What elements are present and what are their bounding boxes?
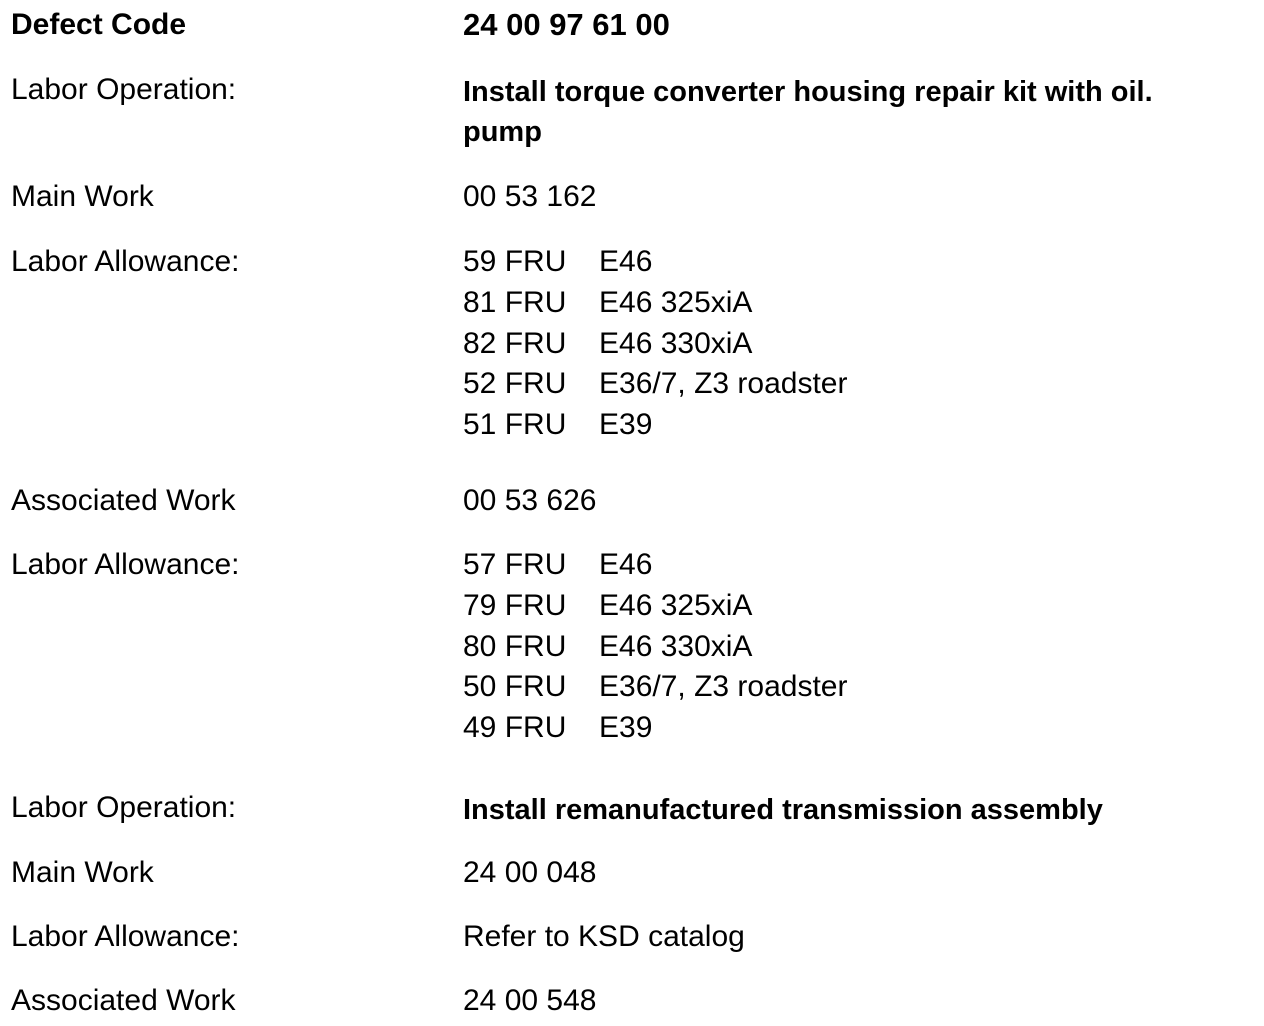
- labor-allowance-list-1: [463, 242, 1253, 446]
- labor-allowance-label-3: Labor Allowance:: [11, 920, 240, 953]
- labor-allowance-label-2: Labor Allowance:: [11, 548, 240, 581]
- labor-operation-value-2: Install remanufactured transmission assembly: [463, 794, 1103, 826]
- labor-allowance-label-1: Labor Allowance:: [11, 245, 240, 278]
- labor-allowance-value-3: Refer to KSD catalog: [463, 920, 745, 953]
- allowance-item: 50 FRU E36/7, Z3 roadster: [463, 670, 848, 704]
- allowance-item: 59 FRU E46: [463, 245, 653, 278]
- allowance-item: 79 FRU E46 325xiA: [463, 588, 753, 622]
- allowance-item: 80 FRU E46 330xiA: [463, 629, 753, 663]
- labor-operation-value-1-line-2: pump: [463, 116, 542, 148]
- main-work-value-1: 00 53 162: [463, 180, 597, 213]
- allowance-item: 57 FRU E46: [463, 548, 653, 581]
- associated-work-label-1: Associated Work: [11, 484, 236, 517]
- associated-work-value-1: 00 53 626: [463, 484, 597, 517]
- main-work-value-2: 24 00 048: [463, 856, 597, 889]
- main-work-label-2: Main Work: [11, 856, 154, 889]
- labor-operation-value-1: [463, 70, 1253, 152]
- labor-operation-value-1-line-1: Install torque converter housing repair kit with oil.: [463, 76, 1153, 108]
- defect-code-label: Defect Code: [11, 8, 187, 41]
- allowance-item: 82 FRU E46 330xiA: [463, 326, 753, 360]
- allowance-item: 49 FRU E39: [463, 711, 653, 745]
- labor-operation-label-2: Labor Operation:: [11, 791, 237, 824]
- allowance-item: 51 FRU E39: [463, 408, 653, 442]
- labor-allowance-list-2: [463, 545, 1253, 749]
- associated-work-value-2: 24 00 548: [463, 984, 597, 1017]
- associated-work-label-2: Associated Work: [11, 984, 236, 1017]
- defect-code-value: 24 00 97 61 00: [463, 7, 670, 42]
- allowance-item: 52 FRU E36/7, Z3 roadster: [463, 367, 848, 401]
- main-work-label-1: Main Work: [11, 180, 154, 213]
- labor-operation-label-1: Labor Operation:: [11, 73, 237, 106]
- allowance-item: 81 FRU E46 325xiA: [463, 285, 753, 319]
